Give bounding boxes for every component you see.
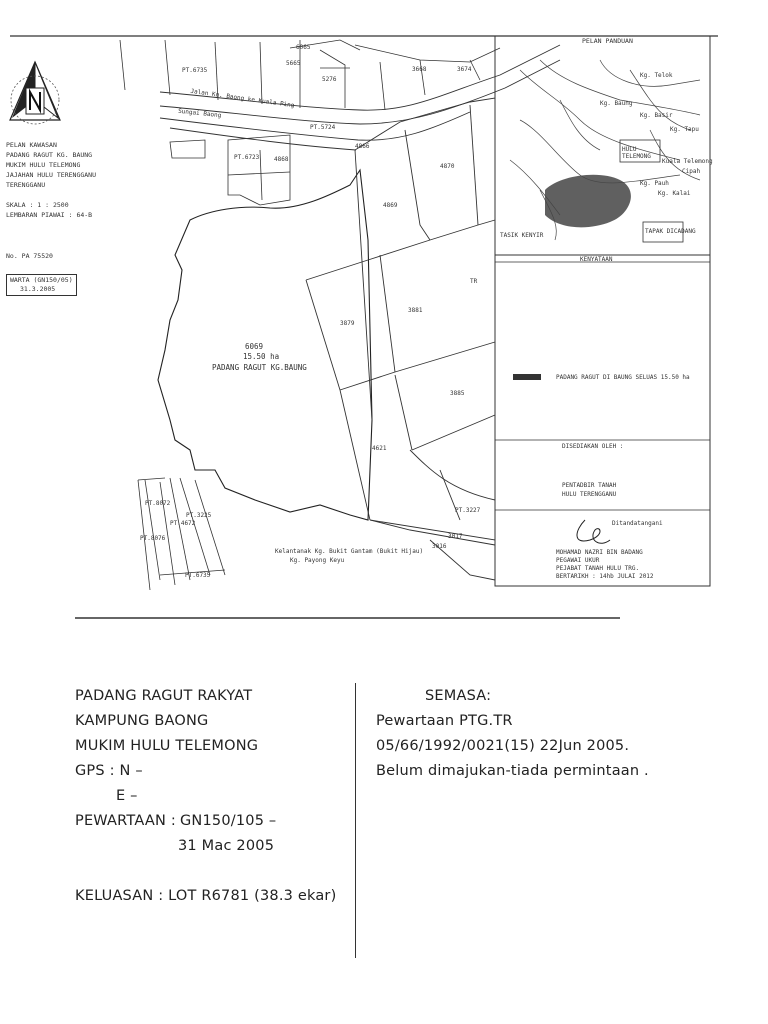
signatory-name: MOHAMAD NAZRI BIN BADANG [556,549,643,556]
north-arrow-icon [10,62,60,124]
lot-ref-label: PT.4672 [170,520,196,527]
legend-title: KENYATAAN [580,256,613,263]
plan-title-line: PADANG RAGUT KG. BAUNG [6,151,93,159]
bottom-left-strips [138,478,225,590]
lot-label: 3016 [432,543,447,550]
gazette-label: PEWARTAAN : [75,813,176,829]
main-lot-number: 6069 [245,342,264,351]
key-plan-place: Cipah [682,168,701,175]
key-plan-lake: TASIK KENYIR [500,232,544,239]
lake-area [545,175,631,228]
lot-label: 4870 [440,163,455,170]
lot-label: 4868 [274,156,289,163]
lot-label: 3017 [448,533,463,540]
note-left-line1: PADANG RAGUT RAKYAT [75,688,253,704]
small-lots [170,135,290,205]
road-label: Jalan Kg. Baong ke Kuala Ping [190,87,295,110]
note-right-line1: Pewartaan PTG.TR [376,713,513,729]
gps-east: E – [116,788,138,804]
lot-label: 4869 [383,202,398,209]
lot-label: 5276 [322,76,337,83]
lot-label: 5665 [286,60,301,67]
note-left-line2: KAMPUNG BAONG [75,713,209,729]
key-plan-place: Kg. Kalai [658,190,691,197]
key-plan-district: HULU TELEMONG [622,146,651,160]
note-right-line2: 05/66/1992/0021(15) 22Jun 2005. [376,738,630,754]
lot-label: 3668 [412,66,427,73]
bottom-note-2: Kg. Payong Keyu [290,557,345,564]
area-note: KELUASAN : LOT R6781 (38.3 ekar) [75,888,337,904]
note-left-line3: MUKIM HULU TELEMONG [75,738,259,754]
lot-label: 4866 [355,143,370,150]
lot-label: 6065 [296,44,311,51]
plan-title-line: JAJAHAN HULU TERENGGANU [6,171,97,179]
lot-label: 3674 [457,66,472,73]
key-plan-site: TAPAK DICADANG [645,228,696,235]
key-plan-place: Kg. Tapu [670,126,699,133]
key-plan-place: Kg. Baung [600,100,633,107]
signatory-post: PEGAWAI UKUR [556,557,600,564]
vertical-divider [355,683,356,958]
lot-ref-label: PT.6723 [234,154,260,161]
signatory-date: BERTARIKH : 14hb JULAI 2012 [556,573,654,580]
lot-label: 3879 [340,320,355,327]
lot-ref-label: PT.5724 [310,124,336,131]
prepared-by: DISEDIAKAN OLEH : [562,443,624,450]
key-plan-place: Kg. Telok [640,72,673,79]
gazette-date-note: 31 Mac 2005 [178,838,275,854]
gazette-ref: WARTA (GN150/05) [10,276,73,284]
plan-title-line: MUKIM HULU TELEMONG [6,161,81,169]
key-plan-place: Kg. Pauh [640,180,669,187]
signed-label: Ditandatangani [612,520,663,527]
plan-scale: SKALA : 1 : 2500 [6,201,69,209]
plan-sheet: LEMBARAN PIAWAI : 64-B [6,211,93,219]
note-right-heading: SEMASA: [425,688,492,704]
key-plan-place: Kuala Telemong [662,158,713,165]
office-line-1: PENTADBIR TANAH [562,482,617,489]
plan-pa-number: No. PA 75520 [6,252,53,260]
plan-title-line: TERENGGANU [6,181,46,189]
signatory-dept: PEJABAT TANAH HULU TRG. [556,565,640,572]
main-parcel-outline [158,170,372,520]
key-plan-title: PELAN PANDUAN [582,37,633,45]
lot-ref-label: PT.8076 [140,535,166,542]
gazette-value: GN150/105 – [180,813,277,829]
river-label: Sungai Baong [177,107,222,120]
lot-ref-label: PT.3227 [455,507,481,514]
main-lot-name: PADANG RAGUT KG.BAUNG [212,363,307,372]
lot-ref-label: PT.3225 [186,512,212,519]
lot-ref-label: PT.6735 [182,67,208,74]
gazette-date: 31.3.2005 [20,285,56,293]
lot-label: 4621 [372,445,387,452]
signature-mark [577,520,610,543]
main-lot-area: 15.50 ha [243,352,280,361]
office-line-2: HULU TERENGGANU [562,491,617,498]
key-plan-frame [495,36,710,586]
plan-title-line: PELAN KAWASAN [6,141,57,149]
bottom-note: Kelantanak Kg. Bukit Gantam (Bukit Hijau) [275,548,424,555]
lot-label: 3881 [408,307,423,314]
key-plan-place: Kg. Basir [640,112,673,119]
gazette-box [6,274,77,296]
lot-ref-label: PT.8072 [145,500,171,507]
tr-label: TR [470,278,478,285]
legend-swatch [513,374,541,380]
lot-label: 3885 [450,390,465,397]
note-right-line3: Belum dimajukan-tiada permintaan . [376,763,649,779]
gps-north: GPS : N – [75,763,143,779]
legend-item: PADANG RAGUT DI BAUNG SELUAS 15.50 ha [556,374,690,381]
lot-ref-label: PT.6735 [185,572,211,579]
